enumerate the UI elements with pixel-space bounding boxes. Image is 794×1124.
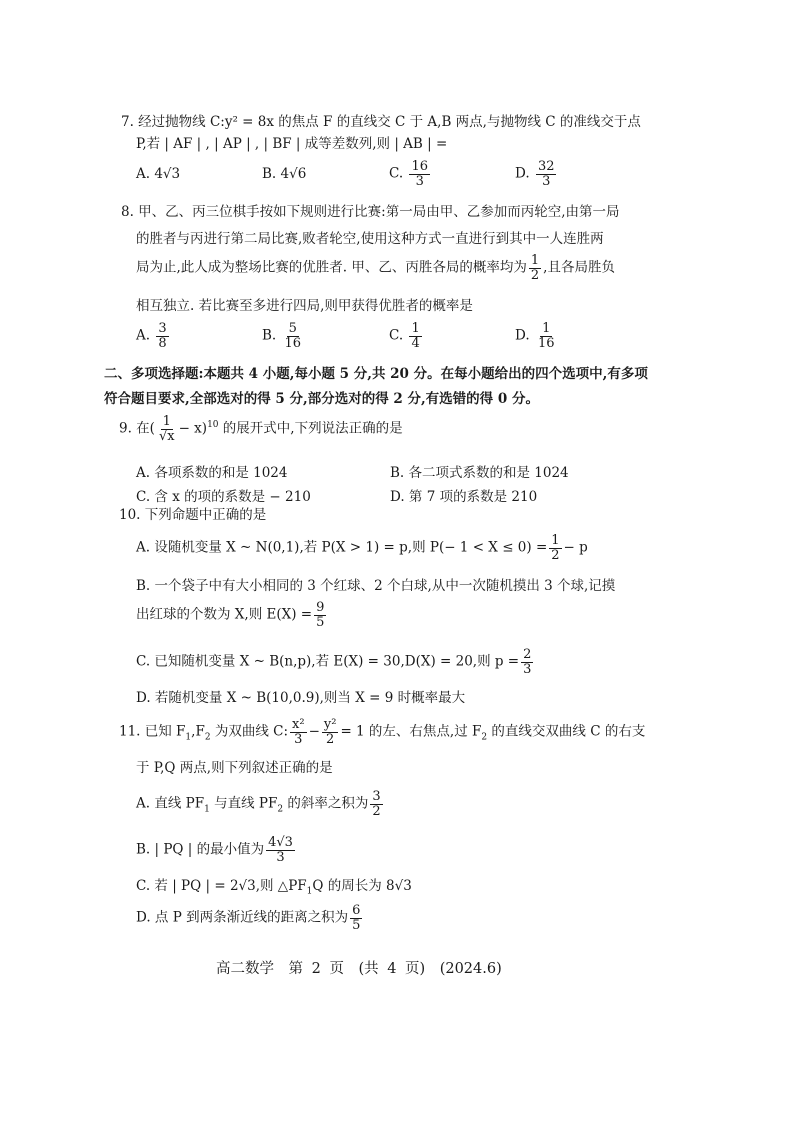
denominator: √x [158,428,175,444]
q8-option-b [262,322,305,350]
fraction [549,534,561,562]
text: 与直线 PF [209,795,278,812]
numerator: 4√3 [268,835,293,850]
numerator: 2 [523,647,532,662]
fraction [409,160,430,188]
text: = 1 的左、右焦点,过 F [340,723,482,740]
q10-option-b-line-2 [136,601,328,629]
denominator: 8 [158,335,167,351]
fraction [521,648,533,676]
subscript: 1 [204,804,210,815]
text: 为双曲线 C: [210,723,289,740]
option-label: C. [389,327,404,344]
numerator: x² [292,717,305,732]
q11-line-2: 于 P,Q 两点,则下列叙述正确的是 [136,760,333,776]
text: C. 若 | PQ | = 2√3,则 △PF [136,878,307,894]
q8-line-2: 的胜者与丙进行第二局比赛,败者轮空,使用这种方式一直进行到其中一人连胜两 [136,231,604,247]
q11-option-d [136,904,364,932]
subscript: 2 [481,732,488,743]
option-label: A. [136,327,151,344]
option-label: B. [262,327,277,344]
q7-option-b: B. 4√6 [262,166,307,182]
denominator: 2 [326,731,335,747]
text: 的直线交双曲线 C 的右支 [487,723,646,740]
denominator: 3 [523,661,532,677]
fraction [536,322,557,350]
exponent: 10 [207,420,219,431]
q8-line-4: 相互独立. 若比赛至多进行四局,则甲获得优胜者的概率是 [136,298,473,314]
denominator: 3 [415,173,424,189]
q10-stem: 10. 下列命题中正确的是 [119,507,267,523]
text: − p [563,539,588,556]
fraction [314,601,326,629]
fraction [266,836,295,864]
text: B. | PQ | 的最小值为 [136,841,265,858]
text: − x) [178,420,208,437]
subscript: 1 [185,732,192,743]
q11-option-c [136,880,412,897]
option-label: D. [515,165,530,182]
subscript: 2 [277,804,284,815]
numerator: 1 [530,253,540,268]
fraction [370,790,382,818]
denominator: 3 [542,173,551,189]
q7-line-1: 7. 经过抛物线 C:y² = 8x 的焦点 F 的直线交 C 于 A,B 两点,与抛物线 C 的准线交于点 [121,114,641,130]
q7-option-d [515,160,558,188]
q9-option-c: C. 含 x 的项的系数是 − 210 [136,489,311,505]
text: − [308,723,320,740]
option-label: D. [515,327,530,344]
fraction [283,322,304,350]
text: 出红球的个数为 X,则 E(X) = [136,606,313,623]
q10-option-d: D. 若随机变量 X ~ B(10,0.9),则当 X = 9 时概率最大 [136,690,466,706]
denominator: 2 [530,267,540,283]
q8-option-d [515,322,558,350]
q7-option-a: A. 4√3 [136,166,181,182]
q11-option-a [136,790,385,818]
q10-option-a [136,534,588,562]
numerator: y² [323,717,337,732]
denominator: 16 [284,335,302,351]
text: ,F [191,723,205,740]
q10-option-b-line-1: B. 一个袋子中有大小相同的 3 个红球、2 个白球,从中一次随机摸出 3 个球,记摸 [136,578,616,594]
denominator: 16 [537,335,555,351]
numerator: 3 [372,789,381,804]
numerator: 5 [288,321,297,336]
numerator: 3 [158,321,167,336]
numerator: 9 [316,600,325,615]
text: Q 的周长为 8√3 [312,878,412,894]
fraction [529,254,541,282]
subscript: 2 [204,732,211,743]
denominator: 3 [294,731,303,747]
text: D. 点 P 到两条渐近线的距离之积为 [136,909,349,926]
fraction [322,718,339,746]
numerator: 32 [537,159,555,174]
denominator: 2 [372,803,381,819]
q10-option-c [136,648,535,676]
q9-option-b: B. 各二项式系数的和是 1024 [390,465,569,481]
fraction [290,718,307,746]
page-footer: 高二数学 第 2 页 (共 4 页) (2024.6) [216,961,502,977]
numerator: 1 [162,414,171,429]
numerator: 1 [551,533,560,548]
denominator: 4 [411,335,420,351]
section-2-heading-line-2: 符合题目要求,全部选对的得 5 分,部分选对的得 2 分,有选错的得 0 分。 [104,391,539,407]
q9-stem [119,415,403,443]
subscript: 1 [306,886,313,897]
q9-option-d: D. 第 7 项的系数是 210 [390,489,538,505]
denominator: 5 [316,614,325,630]
numerator: 1 [411,321,420,336]
text: 的斜率之积为 [283,795,369,812]
q8-option-a [136,322,171,350]
q7-option-c [389,160,432,188]
fraction [156,322,168,350]
text: 11. 已知 F [119,723,186,740]
fraction [409,322,421,350]
fraction [536,160,557,188]
text: A. 设随机变量 X ~ N(0,1),若 P(X > 1) = p,则 P(− 1 < X ≤ 0) = [136,539,548,556]
text: 的展开式中,下列说法正确的是 [218,420,403,437]
denominator: 5 [352,917,361,933]
denominator: 2 [551,547,560,563]
text: C. 已知随机变量 X ~ B(n,p),若 E(X) = 30,D(X) = 20,则 p = [136,653,520,670]
q9-option-a: A. 各项系数的和是 1024 [136,465,288,481]
q11-option-b [136,836,297,864]
numerator: 1 [542,321,551,336]
text: 9. 在( [119,420,155,437]
q8-option-c [389,322,424,350]
fraction [350,904,362,932]
numerator: 16 [411,159,428,174]
section-2-heading-line-1: 二、多项选择题:本题共 4 小题,每小题 5 分,共 20 分。在每小题给出的四个选项中,有多项 [104,366,648,382]
option-label: C. [389,165,404,182]
q11-line-1 [119,718,645,746]
text: ,且各局胜负 [543,259,615,276]
denominator: 3 [276,849,285,865]
q8-line-3 [136,254,615,282]
fraction [157,415,177,443]
q8-line-1: 8. 甲、乙、丙三位棋手按如下规则进行比赛:第一局由甲、乙参加而丙轮空,由第一局 [121,204,620,220]
text: A. 直线 PF [136,795,205,812]
q7-line-2: P,若 | AF | , | AP | , | BF | 成等差数列,则 | AB | = [136,136,448,152]
text: 局为止,此人成为整场比赛的优胜者. 甲、乙、丙胜各局的概率均为 [136,259,527,276]
numerator: 6 [352,903,361,918]
